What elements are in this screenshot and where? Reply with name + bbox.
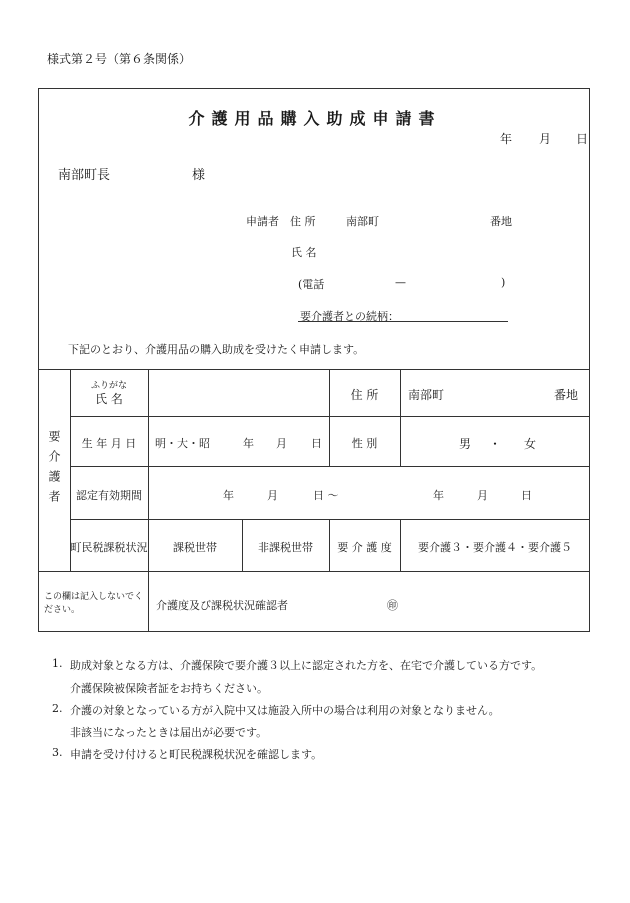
care-level-label: 要 介 護 度 bbox=[337, 541, 392, 554]
date-day[interactable]: 日 bbox=[576, 132, 589, 146]
birth-month[interactable]: 月 bbox=[276, 437, 287, 450]
sex-separator: ・ bbox=[489, 437, 502, 451]
applicant-name-label: 氏 名 bbox=[291, 246, 317, 259]
sex-label: 性 別 bbox=[351, 437, 378, 450]
birth-era-options[interactable]: 明・大・昭 bbox=[155, 437, 210, 450]
table-bottom-line bbox=[38, 571, 590, 572]
seal-mark: ㊞ bbox=[387, 599, 398, 612]
birth-year[interactable]: 年 bbox=[243, 437, 254, 450]
note-3-number: 3. bbox=[52, 746, 63, 759]
date-month[interactable]: 月 bbox=[539, 132, 552, 146]
tax-taxed-option[interactable]: 課税世帯 bbox=[173, 541, 217, 554]
recipient-name-field[interactable] bbox=[152, 374, 324, 412]
applicant-label: 申請者 bbox=[246, 215, 279, 228]
furigana-label: ふりがな bbox=[90, 381, 127, 391]
note-1-number: 1. bbox=[52, 657, 63, 670]
note-3-line1: 申請を受け付けると町民税課税状況を確認します。 bbox=[70, 748, 323, 761]
confirmer-label: 介護度及び課税状況確認者 bbox=[156, 599, 288, 612]
sex-male-option[interactable]: 男 bbox=[459, 437, 472, 451]
care-level-options[interactable]: 要介護３・要介護４・要介護５ bbox=[418, 541, 572, 554]
recipient-address-field[interactable]: 南部町 bbox=[408, 388, 445, 402]
applicant-address-label: 住 所 bbox=[290, 215, 316, 228]
recipient-banchi: 番地 bbox=[554, 388, 579, 402]
recipient-name-label: 氏 名 bbox=[95, 392, 123, 406]
cert-from-year[interactable]: 年 bbox=[223, 489, 234, 502]
addressee-mayor: 南部町長 bbox=[58, 168, 111, 183]
applicant-banchi: 番地 bbox=[490, 215, 512, 228]
birth-day[interactable]: 日 bbox=[311, 437, 322, 450]
addressee-sama: 様 bbox=[192, 168, 206, 183]
relation-label: 要介護者との続柄： bbox=[300, 310, 399, 323]
applicant-phone-open: (電話 bbox=[298, 278, 325, 291]
tax-untaxed-option[interactable]: 非課税世帯 bbox=[258, 541, 313, 554]
cert-to-month[interactable]: 月 bbox=[477, 489, 488, 502]
intro-text: 下記のとおり、介護用品の購入助成を受けたく申請します。 bbox=[68, 343, 365, 356]
col-line-r1b bbox=[400, 369, 401, 416]
relation-underline bbox=[298, 321, 508, 322]
side-label-care-recipient: 要介護者 bbox=[47, 430, 61, 510]
office-use-note-line2: ださい。 bbox=[44, 605, 81, 615]
relation-field[interactable] bbox=[400, 305, 506, 321]
applicant-phone-field[interactable] bbox=[330, 272, 498, 290]
cert-to-year[interactable]: 年 bbox=[433, 489, 444, 502]
cert-from-day[interactable]: 日 〜 bbox=[313, 489, 339, 502]
applicant-address-field[interactable]: 南部町 bbox=[346, 215, 379, 228]
tax-status-label: 町民税課税状況 bbox=[70, 541, 148, 554]
form-number-note: 様式第２号（第６条関係） bbox=[47, 52, 192, 66]
applicant-phone-close: ) bbox=[501, 276, 506, 289]
date-year[interactable]: 年 bbox=[500, 132, 513, 146]
col-line-r2b bbox=[400, 416, 401, 466]
cert-period-label: 認定有効期間 bbox=[76, 489, 142, 502]
office-use-note-line1: この欄は記入しないでく bbox=[44, 592, 144, 602]
recipient-address-label: 住 所 bbox=[350, 388, 379, 402]
note-2-number: 2. bbox=[52, 702, 63, 715]
label-col-line bbox=[148, 369, 149, 632]
applicant-name-field[interactable] bbox=[330, 240, 510, 258]
form-title: 介護用品購入助成申請書 bbox=[188, 109, 442, 128]
note-2-line2: 非該当になったときは届出が必要です。 bbox=[70, 726, 268, 739]
table-top-line bbox=[38, 369, 590, 370]
birth-label: 生 年 月 日 bbox=[81, 437, 137, 450]
note-1-line1: 助成対象となる方は、介護保険で要介護３以上に認定された方を、在宅で介護している方です。 bbox=[70, 659, 543, 672]
cert-from-month[interactable]: 月 bbox=[267, 489, 278, 502]
cert-to-day[interactable]: 日 bbox=[521, 489, 532, 502]
note-1-line2: 介護保険被保険者証をお持ちください。 bbox=[70, 682, 268, 695]
sex-female-option[interactable]: 女 bbox=[524, 437, 537, 451]
note-2-line1: 介護の対象となっている方が入院中又は施設入所中の場合は利用の対象となりません。 bbox=[70, 704, 500, 717]
applicant-phone-dash: — bbox=[395, 276, 406, 289]
